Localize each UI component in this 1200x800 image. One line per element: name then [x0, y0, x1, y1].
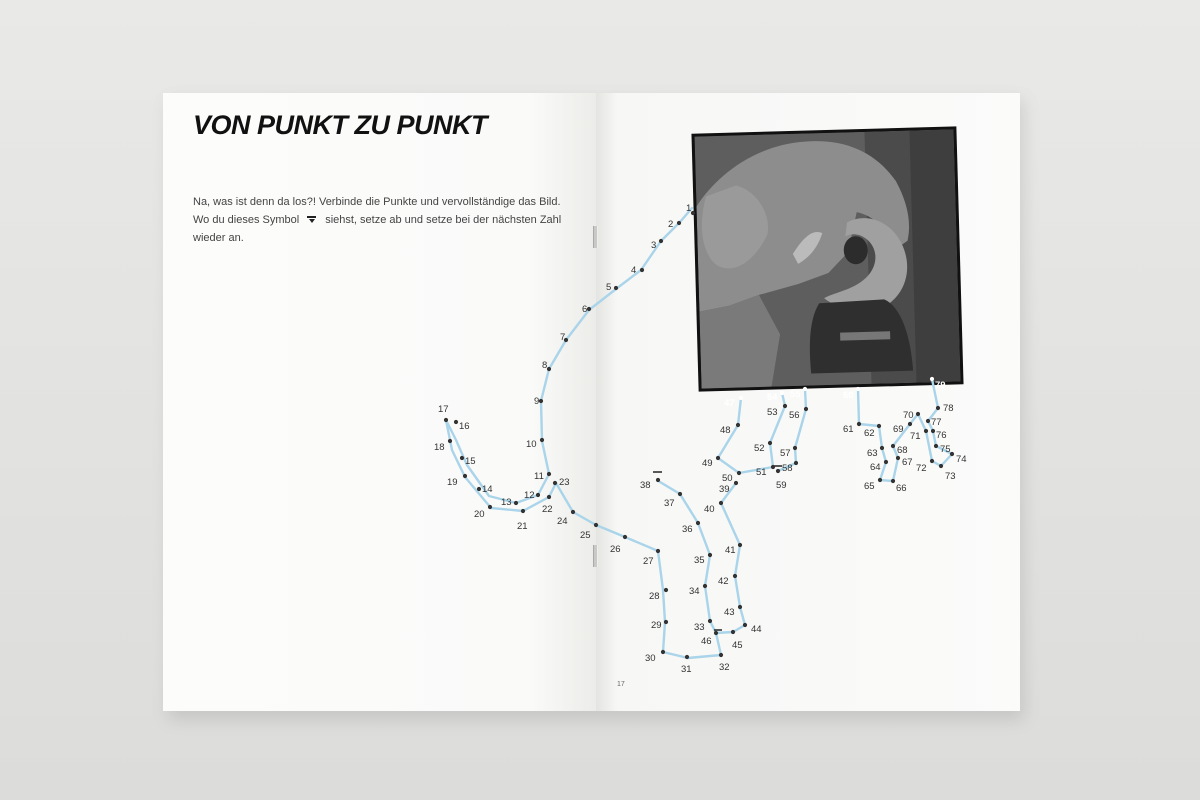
dot-19	[463, 474, 467, 478]
dot-78	[936, 406, 940, 410]
dot-number-23: 23	[559, 477, 570, 488]
dot-6	[587, 307, 591, 311]
dot-number-27: 27	[643, 556, 654, 567]
dot-number-53: 53	[767, 407, 778, 418]
dot-number-63: 63	[867, 448, 878, 459]
dot-number-28: 28	[649, 591, 660, 602]
dot-number-49: 49	[702, 458, 713, 469]
dot-number-9: 9	[534, 396, 540, 407]
dot-43	[738, 605, 742, 609]
dot-70	[916, 412, 920, 416]
dot-number-14: 14	[482, 484, 493, 495]
dot-number-39: 39	[719, 484, 730, 495]
dot-11	[547, 472, 551, 476]
dot-number-47: 47	[724, 398, 735, 409]
dot-34	[703, 584, 707, 588]
instruction-line-1: Na, was ist denn da los?! Verbinde die Punkte und vervollständige das Bild.	[193, 196, 561, 208]
dot-56	[804, 407, 808, 411]
dot-number-19: 19	[447, 477, 458, 488]
dot-75	[934, 444, 938, 448]
dot-77	[926, 419, 930, 423]
dot-44	[743, 623, 747, 627]
dot-number-68: 68	[897, 445, 908, 456]
page-title: VON PUNKT ZU PUNKT	[193, 110, 487, 140]
dot-18	[448, 439, 452, 443]
dot-number-46: 46	[701, 636, 712, 647]
dot-71	[924, 429, 928, 433]
dot-number-25: 25	[580, 530, 591, 541]
dot-number-61: 61	[843, 424, 854, 435]
guide-line-1	[446, 208, 692, 503]
dot-number-18: 18	[434, 442, 445, 453]
dot-number-8: 8	[542, 360, 548, 371]
dot-65	[878, 478, 882, 482]
dot-39	[734, 481, 738, 485]
dot-number-48: 48	[720, 425, 731, 436]
dot-number-22: 22	[542, 504, 553, 515]
dot-53	[783, 404, 787, 408]
dot-31	[685, 655, 689, 659]
dot-79	[930, 377, 934, 381]
dot-number-24: 24	[557, 516, 568, 527]
dot-33	[708, 619, 712, 623]
dot-number-54: 54	[767, 392, 778, 403]
dot-number-3: 3	[651, 240, 657, 251]
dot-32	[719, 653, 723, 657]
dot-64	[884, 460, 888, 464]
dot-number-4: 4	[631, 265, 637, 276]
dot-5	[614, 286, 618, 290]
dot-number-1: 1	[686, 203, 692, 214]
dot-26	[623, 535, 627, 539]
dot-59	[776, 469, 780, 473]
dot-66	[891, 479, 895, 483]
dot-number-17: 17	[438, 404, 449, 415]
dot-number-42: 42	[718, 576, 729, 587]
dot-number-21: 21	[517, 521, 528, 532]
dot-number-60: 60	[843, 390, 854, 401]
dot-24	[571, 510, 575, 514]
dot-49	[716, 456, 720, 460]
dot-27	[656, 549, 660, 553]
dot-number-7: 7	[560, 332, 566, 343]
dot-20	[488, 505, 492, 509]
dot-76	[931, 429, 935, 433]
dot-12	[536, 493, 540, 497]
dot-number-71: 71	[910, 431, 921, 442]
dot-9	[539, 399, 543, 403]
dot-73	[939, 464, 943, 468]
dot-10	[540, 438, 544, 442]
dot-17	[444, 418, 448, 422]
dot-58	[794, 461, 798, 465]
dot-30	[661, 650, 665, 654]
dot-number-64: 64	[870, 462, 881, 473]
dot-38	[656, 478, 660, 482]
dot-number-38: 38	[640, 480, 651, 491]
dot-63	[880, 446, 884, 450]
dot-50	[737, 471, 741, 475]
dot-62	[877, 424, 881, 428]
dot-number-35: 35	[694, 555, 705, 566]
dot-2	[677, 221, 681, 225]
dot-23	[553, 481, 557, 485]
dot-55	[803, 387, 807, 391]
dot-42	[733, 574, 737, 578]
dot-number-44: 44	[751, 624, 762, 635]
dot-number-70: 70	[903, 410, 914, 421]
dot-8	[547, 367, 551, 371]
dot-number-51: 51	[756, 467, 767, 478]
dot-35	[708, 553, 712, 557]
dot-number-41: 41	[725, 545, 736, 556]
dot-16	[454, 420, 458, 424]
dot-number-69: 69	[893, 424, 904, 435]
dot-number-10: 10	[526, 439, 537, 450]
dot-number-72: 72	[916, 463, 927, 474]
puzzle-numbers	[434, 203, 967, 675]
dot-47	[739, 396, 743, 400]
dot-number-77: 77	[931, 417, 942, 428]
dot-number-62: 62	[864, 428, 875, 439]
dot-45	[731, 630, 735, 634]
dot-number-79: 79	[935, 380, 946, 391]
dot-number-33: 33	[694, 622, 705, 633]
dot-60	[856, 387, 860, 391]
instruction-line-2-after: siehst, setze ab und setze bei der nächsten Zahl	[325, 214, 562, 226]
dot-1	[691, 211, 695, 215]
dot-number-43: 43	[724, 607, 735, 618]
dot-number-40: 40	[704, 504, 715, 515]
dot-number-5: 5	[606, 282, 612, 293]
dot-72	[930, 459, 934, 463]
dot-number-36: 36	[682, 524, 693, 535]
dot-51	[771, 465, 775, 469]
dot-37	[678, 492, 682, 496]
dot-number-67: 67	[902, 457, 913, 468]
dot-40	[719, 501, 723, 505]
dot-13	[514, 501, 518, 505]
dot-number-13: 13	[501, 497, 512, 508]
dot-number-12: 12	[524, 490, 535, 501]
dot-14	[477, 487, 481, 491]
dot-number-16: 16	[459, 421, 470, 432]
dot-25	[594, 523, 598, 527]
dot-number-31: 31	[681, 664, 692, 675]
dot-number-11: 11	[534, 471, 544, 482]
dot-54	[780, 391, 784, 395]
dot-number-26: 26	[610, 544, 621, 555]
dot-number-56: 56	[789, 410, 800, 421]
instruction-line-3: wieder an.	[193, 232, 244, 244]
dot-number-74: 74	[956, 454, 967, 465]
dot-52	[768, 441, 772, 445]
dot-number-32: 32	[719, 662, 730, 673]
dot-number-29: 29	[651, 620, 662, 631]
dot-46	[714, 631, 718, 635]
dot-41	[738, 543, 742, 547]
dot-28	[664, 588, 668, 592]
dot-number-66: 66	[896, 483, 907, 494]
dot-number-20: 20	[474, 509, 485, 520]
dot-number-76: 76	[936, 430, 947, 441]
dot-number-2: 2	[668, 219, 674, 230]
dot-number-15: 15	[465, 456, 476, 467]
dot-number-55: 55	[790, 389, 801, 400]
dot-61	[857, 422, 861, 426]
dot-number-58: 58	[782, 463, 793, 474]
page-number: 17	[617, 681, 625, 688]
dot-number-78: 78	[943, 403, 954, 414]
dot-number-57: 57	[780, 448, 791, 459]
dot-number-30: 30	[645, 653, 656, 664]
dot-15	[460, 456, 464, 460]
dot-3	[659, 239, 663, 243]
dot-number-45: 45	[732, 640, 743, 651]
dot-number-65: 65	[864, 481, 875, 492]
dot-number-75: 75	[940, 444, 951, 455]
dot-number-6: 6	[582, 304, 588, 315]
dot-number-59: 59	[776, 480, 787, 491]
dot-36	[696, 521, 700, 525]
dot-number-50: 50	[722, 473, 733, 484]
dot-57	[793, 446, 797, 450]
instruction-line-2-before: Wo du dieses Symbol	[193, 214, 300, 226]
dot-number-52: 52	[754, 443, 765, 454]
dot-number-37: 37	[664, 498, 675, 509]
dot-21	[521, 509, 525, 513]
dot-67	[896, 456, 900, 460]
dot-48	[736, 423, 740, 427]
dot-68	[891, 444, 895, 448]
dot-29	[664, 620, 668, 624]
dot-number-34: 34	[689, 586, 700, 597]
dot-22	[547, 495, 551, 499]
dot-4	[640, 268, 644, 272]
dot-number-73: 73	[945, 471, 956, 482]
dot-69	[908, 422, 912, 426]
